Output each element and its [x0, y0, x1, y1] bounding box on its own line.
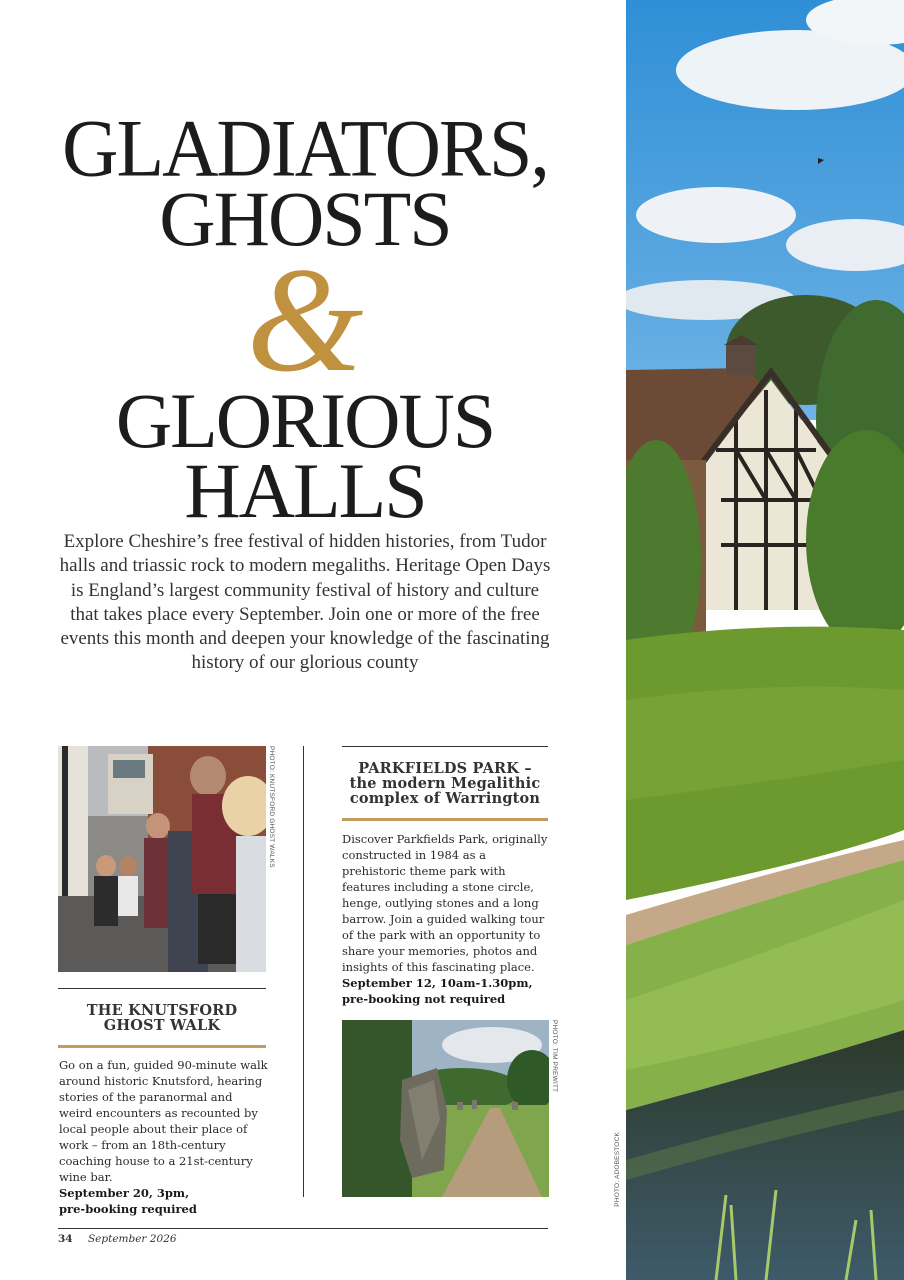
parkfields-body	[342, 831, 552, 1007]
knutsford-title-line-2: GHOST WALK	[103, 1017, 221, 1034]
knutsford-description: Go on a fun, guided 90-minute walk around historic Knutsford, hearing stories of the paranormal and weird encounters as recounted by local people about their place of work – from an 18th-century coaching house to a 21st-century wine bar.	[59, 1058, 268, 1184]
knutsford-booking: pre-booking required	[59, 1202, 197, 1216]
knutsford-title-line-1: THE KNUTSFORD	[86, 1002, 238, 1019]
parkfields-title-line-1: PARKFIELDS PARK –	[358, 760, 532, 777]
knutsford-top-rule	[58, 988, 266, 989]
issue-date: September 2026	[87, 1233, 177, 1245]
parkfields-photo-credit: PHOTO: TIM PREWITT	[551, 1020, 558, 1093]
footer-rule	[58, 1228, 548, 1229]
parkfields-top-rule	[342, 746, 548, 747]
knutsford-title	[58, 1003, 266, 1033]
parkfields-description: Discover Parkfields Park, originally constructed in 1984 as a prehistoric theme park with features including a stone circle, henge, outlying stones and a long barrow. Join a guided walking tour of the park with an opportunity to share your memories, photos and insights of this fascinating place.	[342, 832, 548, 974]
parkfields-booking: pre-booking not required	[342, 992, 506, 1006]
headline	[40, 101, 570, 534]
knutsford-body	[59, 1057, 269, 1217]
knutsford-gold-rule	[58, 1045, 266, 1048]
parkfields-megalith-photo	[342, 1020, 549, 1197]
parkfields-title-line-2: the modern Megalithic	[349, 775, 541, 792]
headline-line-2: GHOSTS	[159, 175, 451, 262]
parkfields-title	[342, 761, 548, 806]
headline-ampersand: &	[246, 237, 364, 403]
knutsford-photo-credit: PHOTO: KNUTSFORD GHOST WALKS	[268, 746, 275, 868]
headline-line-1: GLADIATORS,	[62, 101, 548, 194]
knutsford-date: September 20, 3pm,	[59, 1186, 190, 1200]
tudor-hall-hero-photo	[626, 0, 904, 1280]
page-footer	[58, 1233, 177, 1245]
parkfields-date: September 12, 10am-1.30pm,	[342, 976, 533, 990]
hero-photo-credit: PHOTO: ADOBESTOCK	[614, 1132, 621, 1207]
intro-paragraph: Explore Cheshire’s free festival of hidden histories, from Tudor halls and triassic rock to modern megaliths. Heritage Open Days is England’s largest community festival of history and culture that takes place every September. Join one or more of the free events this month and deepen your knowledge of the fascinating history of our glorious county	[59, 531, 551, 674]
knutsford-ghost-walk-photo	[58, 746, 266, 972]
parkfields-gold-rule	[342, 818, 548, 821]
page-number: 34	[58, 1233, 73, 1245]
parkfields-title-line-3: complex of Warrington	[349, 790, 541, 807]
headline-line-4: HALLS	[184, 447, 426, 534]
headline-line-3: GLORIOUS	[115, 377, 495, 464]
column-divider	[303, 746, 304, 1197]
